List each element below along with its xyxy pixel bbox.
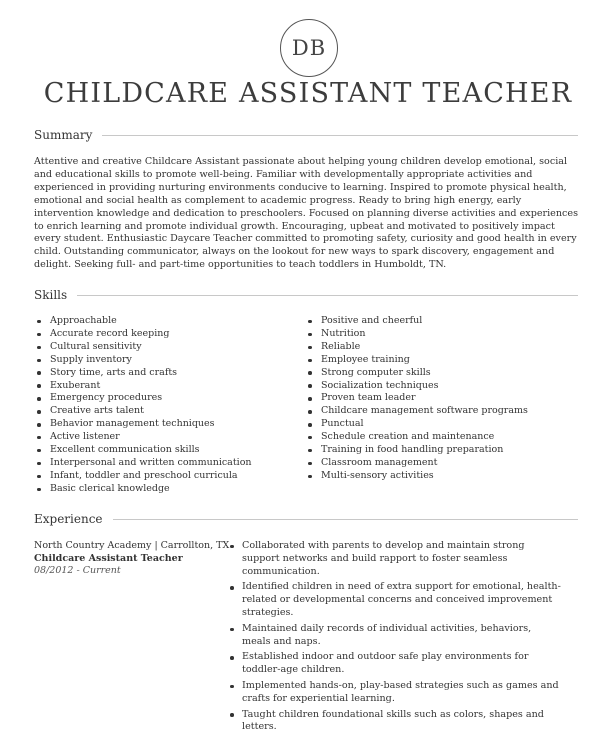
skill-item: Supply inventory <box>36 354 252 367</box>
skill-item: Socialization techniques <box>307 380 528 393</box>
summary-heading: Summary <box>34 128 93 142</box>
skill-item: Active listener <box>36 431 252 444</box>
skill-item: Behavior management techniques <box>36 418 252 431</box>
experience-header <box>34 512 578 526</box>
experience-heading: Experience <box>34 512 103 526</box>
monogram-initials: DB <box>291 36 327 60</box>
summary-header <box>34 128 578 142</box>
job-dates: 08/2012 - Current <box>34 565 121 576</box>
resume-title: CHILDCARE ASSISTANT TEACHER <box>43 78 573 109</box>
skill-item: Approachable <box>36 315 252 328</box>
skills-heading: Skills <box>34 288 68 302</box>
monogram-badge <box>280 19 338 77</box>
job-bullet: Established indoor and outdoor safe play environments for toddler-age children. <box>230 651 562 677</box>
skill-item: Creative arts talent <box>36 405 252 418</box>
skill-item: Multi-sensory activities <box>307 470 528 483</box>
job-position: Childcare Assistant Teacher <box>34 552 183 564</box>
skill-item: Schedule creation and maintenance <box>307 431 528 444</box>
skill-item: Cultural sensitivity <box>36 341 252 354</box>
skills-list-right <box>307 315 528 483</box>
job-bullet: Collaborated with parents to develop and maintain strong support networks and build rapport to foster seamless communication. <box>230 540 562 578</box>
skill-item: Strong computer skills <box>307 367 528 380</box>
job-bullet: Identified children in need of extra support for emotional, health-related or developmental concerns and conceived improvement strategies. <box>230 581 562 619</box>
skill-item: Proven team leader <box>307 392 528 405</box>
skill-item: Punctual <box>307 418 528 431</box>
skill-item: Childcare management software programs <box>307 405 528 418</box>
experience-divider <box>113 519 578 520</box>
skill-item: Positive and cheerful <box>307 315 528 328</box>
skill-item: Emergency procedures <box>36 392 252 405</box>
summary-divider <box>102 135 578 136</box>
skill-item: Classroom management <box>307 457 528 470</box>
job-bullets <box>230 540 562 737</box>
skills-header <box>34 288 578 302</box>
job-employer: North Country Academy | Carrollton, TX <box>34 540 230 551</box>
skill-item: Basic clerical knowledge <box>36 483 252 496</box>
skill-item: Training in food handling preparation <box>307 444 528 457</box>
skill-item: Employee training <box>307 354 528 367</box>
skill-item: Excellent communication skills <box>36 444 252 457</box>
skill-item: Story time, arts and crafts <box>36 367 252 380</box>
skill-item: Reliable <box>307 341 528 354</box>
skills-divider <box>77 295 578 296</box>
job-bullet: Implemented hands-on, play-based strategies such as games and crafts for experiential learning. <box>230 680 562 706</box>
skill-item: Accurate record keeping <box>36 328 252 341</box>
job-bullet: Maintained daily records of individual activities, behaviors, meals and naps. <box>230 623 562 649</box>
skill-item: Interpersonal and written communication <box>36 457 252 470</box>
skill-item: Infant, toddler and preschool curricula <box>36 470 252 483</box>
summary-text: Attentive and creative Childcare Assistant passionate about helping young children develop emotional, social and educational skills to promote well-being. Familiar with developmentally appropriate activities and experienced in providing nurturing environments conducive to learning. Inspired to promote physical health, emotional and social health as complement to academic progress. Ready to bring high energy, early intervention knowledge and dedication to preschoolers. Focused on planning diverse activities and experiences to enrich learning and promote individual growth. Encouraging, upbeat and motivated to positively impact every student. Enthusiastic Daycare Teacher committed to promoting safety, curiosity and good health in every child. Outstanding communicator, always on the lookout for new ways to spark discovery, engagement and delight. Seeking full- and part-time opportunities to teach toddlers in Humboldt, TN. <box>34 156 578 271</box>
skill-item: Exuberant <box>36 380 252 393</box>
skill-item: Nutrition <box>307 328 528 341</box>
skills-list-left <box>36 315 252 496</box>
job-bullet: Taught children foundational skills such as colors, shapes and letters. <box>230 709 562 735</box>
job-info <box>34 540 234 578</box>
